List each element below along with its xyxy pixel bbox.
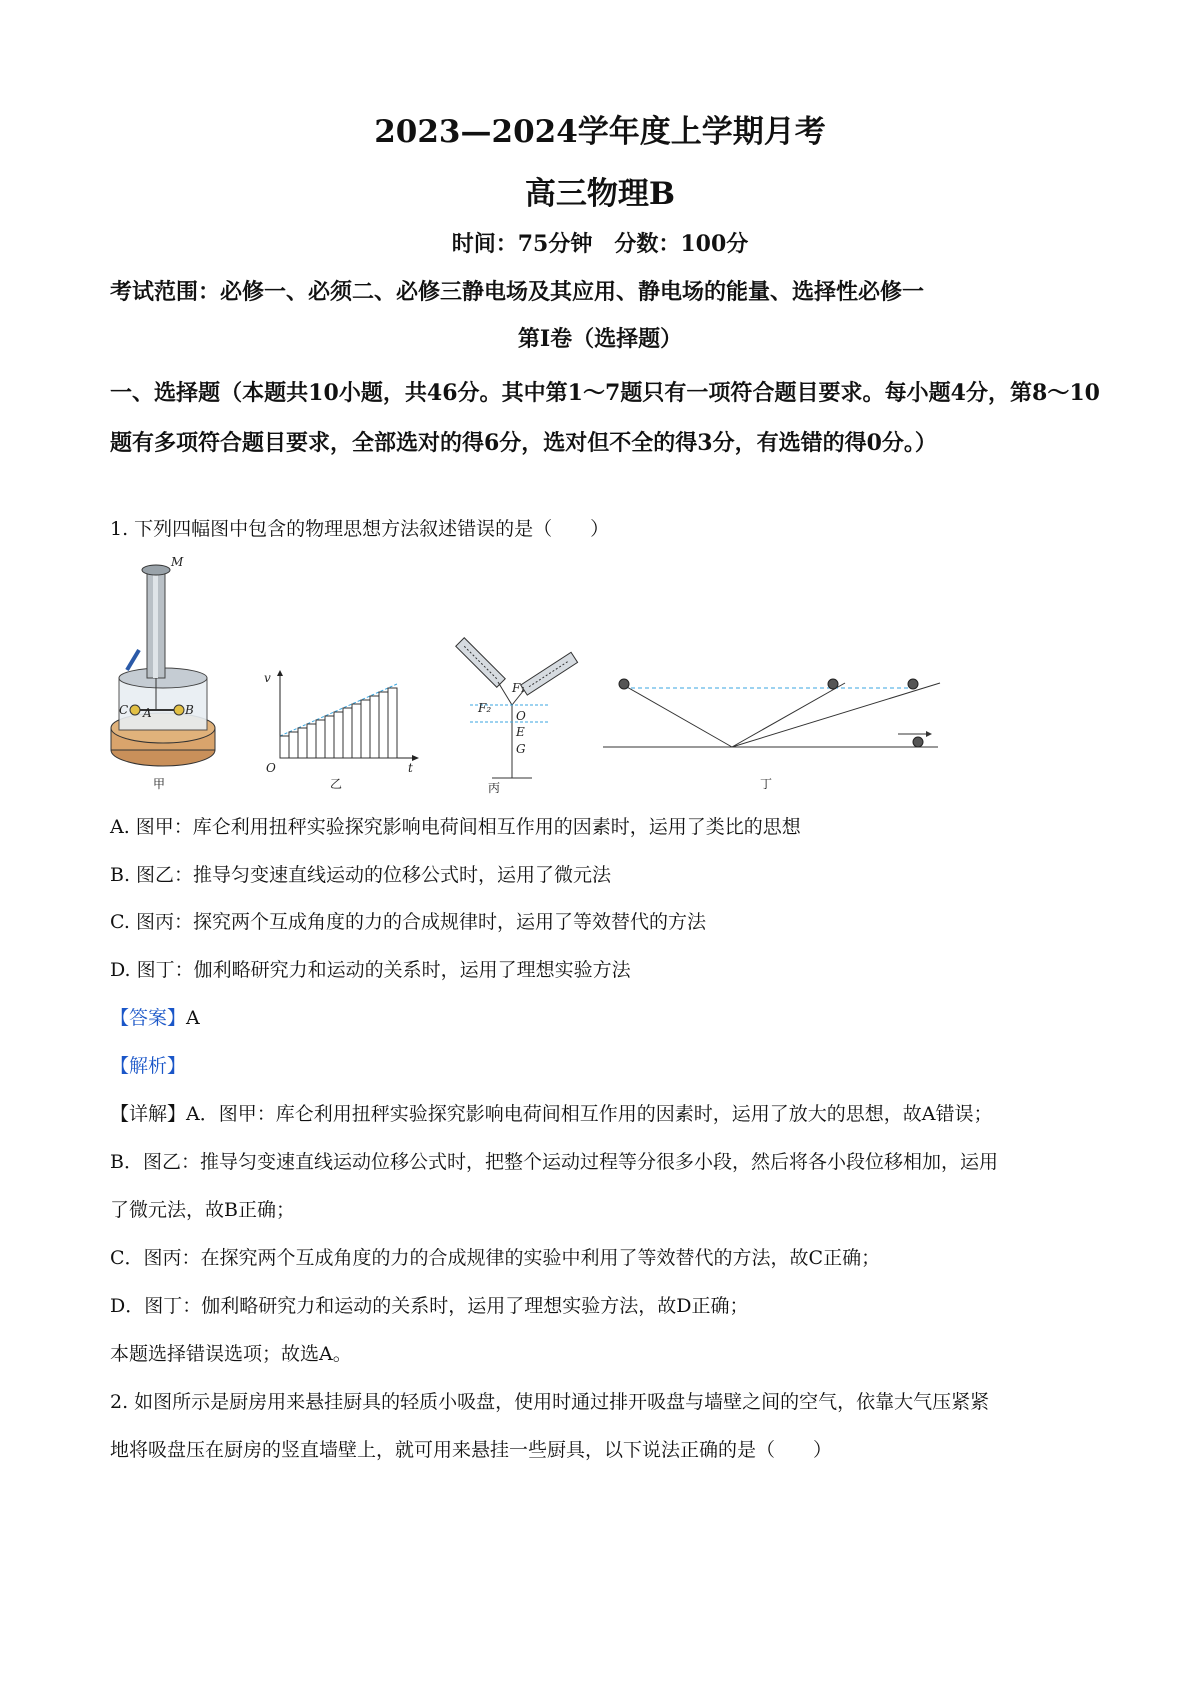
ding-ramp-shallow bbox=[732, 683, 940, 747]
yi-strip bbox=[379, 692, 388, 758]
bing-label-o: O bbox=[516, 709, 526, 723]
jia-ball-a bbox=[130, 705, 140, 715]
bing-label-f1: F₁ bbox=[512, 681, 526, 695]
yi-strip bbox=[334, 712, 343, 758]
bing-label-e: E bbox=[516, 725, 525, 739]
jia-label-c: C bbox=[119, 703, 129, 717]
figure-bing bbox=[440, 630, 590, 795]
yi-strip bbox=[280, 736, 289, 758]
volume-heading: 第I卷（选择题） bbox=[517, 326, 683, 352]
jia-label-a: A bbox=[143, 706, 152, 720]
answer-value: A bbox=[186, 1007, 200, 1029]
answer-label: 【答案】 bbox=[110, 1007, 187, 1029]
yi-strip bbox=[316, 720, 325, 758]
yi-label-t: t bbox=[408, 761, 413, 775]
ding-ramp-steep bbox=[732, 683, 845, 747]
q1-analysis-label: 【解析】 bbox=[110, 1055, 187, 1077]
exam-scope: 考试范围：必修一、必须二、必修三静电场及其应用、静电场的能量、选择性必修一 bbox=[110, 279, 925, 305]
q1-option-c: C. 图丙：探究两个互成角度的力的合成规律时，运用了等效替代的方法 bbox=[110, 911, 706, 933]
yi-strip bbox=[343, 708, 352, 758]
yi-strip bbox=[370, 696, 379, 758]
q1-conclusion: 本题选择错误选项；故选A。 bbox=[110, 1343, 352, 1365]
exam-title: 2023—2024学年度上学期月考 bbox=[374, 114, 826, 150]
q1-option-a: A. 图甲：库仑利用扭秤实验探究影响电荷间相互作用的因素时，运用了类比的思想 bbox=[110, 816, 801, 838]
yi-strip bbox=[325, 716, 334, 758]
bing-spring-scale-left bbox=[456, 638, 505, 687]
yi-strip bbox=[361, 700, 370, 758]
q1-detail-line-2: B．图乙：推导匀变速直线运动位移公式时，把整个运动过程等分很多小段，然后将各小段位移相加，运用 bbox=[110, 1151, 998, 1173]
section-intro: 一、选择题（本题共10小题，共46分。其中第1～7题只有一项符合题目要求。每小题4分，第8～10题有多项符合题目要求，全部选对的得6分，选对但不全的得3分，有选错的得0分。） bbox=[110, 380, 1100, 456]
q1-detail-line-3: 了微元法，故B正确； bbox=[110, 1199, 295, 1221]
bing-caption: 丙 bbox=[488, 781, 501, 795]
q1-detail-line-5: D．图丁：伽利略研究力和运动的关系时，运用了理想实验方法，故D正确； bbox=[110, 1295, 749, 1317]
ding-ball-start bbox=[619, 679, 629, 689]
jia-label-m: M bbox=[171, 555, 184, 569]
yi-strip bbox=[388, 688, 397, 758]
q1-detail-line-1: 【详解】A．图甲：库仑利用扭秤实验探究影响电荷间相互作用的因素时，运用了放大的思想，故A错误； bbox=[110, 1103, 993, 1125]
ding-ball-steep bbox=[828, 679, 838, 689]
exam-subtitle: 高三物理B bbox=[524, 176, 676, 212]
jia-knob bbox=[142, 565, 170, 575]
yi-strips bbox=[280, 688, 397, 758]
q1-answer bbox=[110, 1003, 200, 1030]
q2-stem-line-1: 2. 如图所示是厨房用来悬挂厨具的轻质小吸盘，使用时通过排开吸盘与墙壁之间的空气，依靠大气压紧紧 bbox=[110, 1391, 990, 1413]
figure-jia bbox=[105, 550, 225, 795]
q2-stem-line-2: 地将吸盘压在厨房的竖直墙壁上，就可用来悬挂一些厨具，以下说法正确的是（ ） bbox=[110, 1439, 833, 1461]
q1-stem: 1. 下列四幅图中包含的物理思想方法叙述错误的是（ ） bbox=[110, 518, 610, 540]
ding-ball-ground bbox=[913, 737, 923, 747]
bing-string-left bbox=[498, 682, 512, 705]
q1-option-d: D. 图丁：伽利略研究力和运动的关系时，运用了理想实验方法 bbox=[110, 959, 631, 981]
jia-ball-b bbox=[174, 705, 184, 715]
yi-caption: 乙 bbox=[330, 777, 343, 791]
yi-strip bbox=[352, 704, 361, 758]
q1-option-b: B. 图乙：推导匀变速直线运动的位移公式时，运用了微元法 bbox=[110, 864, 612, 886]
bing-spring-scale-right bbox=[521, 652, 578, 695]
yi-t-arrow bbox=[412, 755, 419, 761]
jia-caption: 甲 bbox=[153, 777, 166, 791]
time-score: 时间：75分钟 分数：100分 bbox=[451, 231, 749, 257]
yi-strip bbox=[289, 732, 298, 758]
ding-ramp-left bbox=[620, 683, 732, 747]
jia-probe bbox=[127, 650, 139, 670]
jia-label-b: B bbox=[185, 703, 194, 717]
yi-strip bbox=[298, 728, 307, 758]
ding-motion-arrowhead bbox=[926, 731, 932, 737]
bing-label-g: G bbox=[516, 742, 526, 756]
yi-strip bbox=[307, 724, 316, 758]
yi-label-o: O bbox=[266, 761, 276, 775]
yi-label-v: v bbox=[264, 671, 271, 685]
figure-yi bbox=[262, 670, 422, 795]
q1-detail-line-4: C．图丙：在探究两个互成角度的力的合成规律的实验中利用了等效替代的方法，故C正确； bbox=[110, 1247, 881, 1269]
ding-ball-shallow bbox=[908, 679, 918, 689]
ding-caption: 丁 bbox=[760, 777, 773, 791]
jia-tube-highlight bbox=[153, 572, 158, 678]
yi-v-arrow bbox=[277, 670, 283, 676]
figure-ding bbox=[600, 675, 955, 795]
bing-label-f2: F₂ bbox=[478, 701, 492, 715]
